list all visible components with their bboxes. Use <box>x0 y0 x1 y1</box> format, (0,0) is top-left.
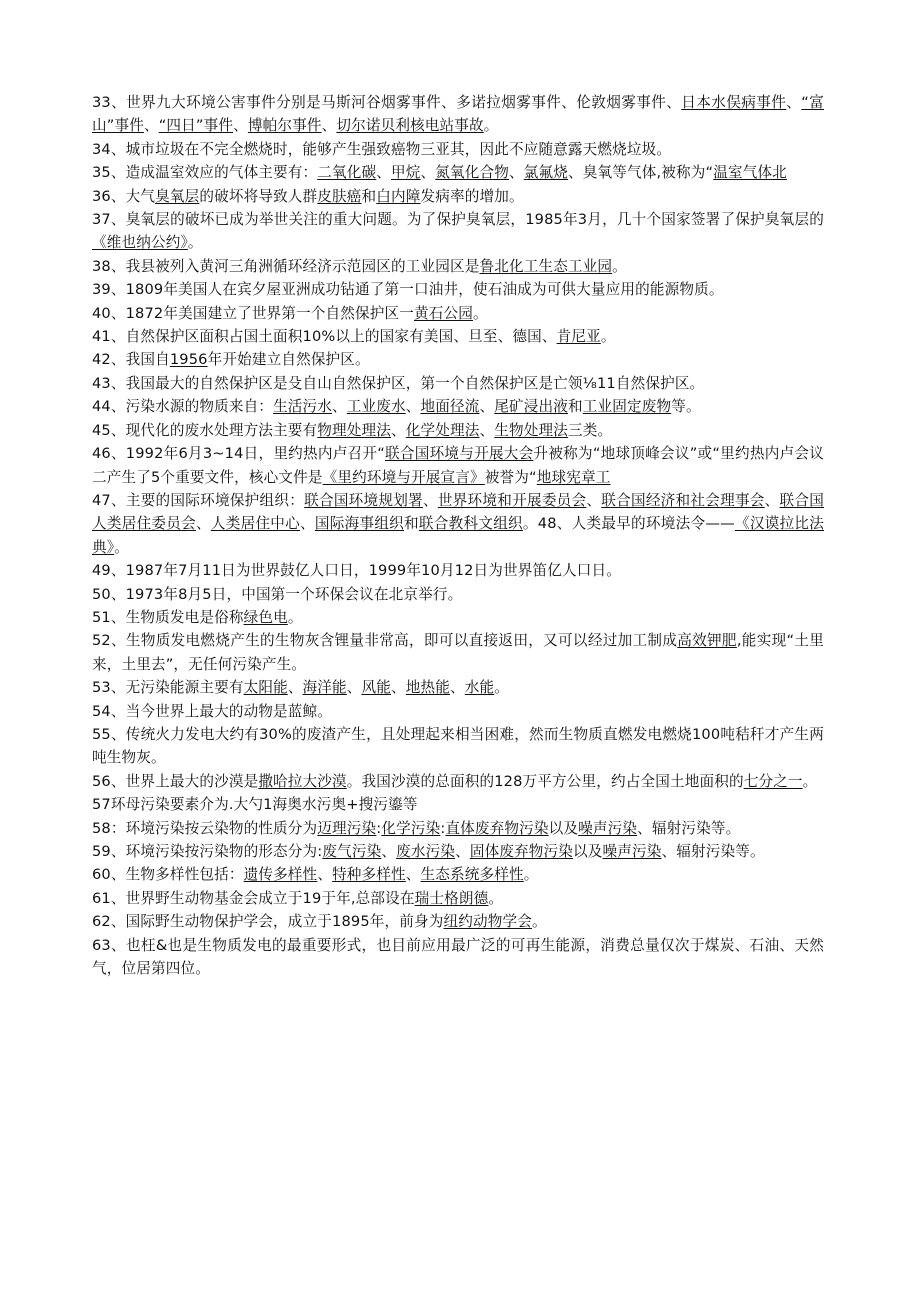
underlined-answer: 切尔诺贝利核电站事故 <box>336 117 484 135</box>
paragraph-text: 62、国际野生动物保护学会，成立于1895年，前身为 <box>92 913 444 931</box>
paragraph-text: ,能实现“土里来，土里去”，无任何污染产生。 <box>92 632 824 673</box>
underlined-answer: 氮氧化合物 <box>435 164 510 182</box>
underlined-answer: 联合国人类居住委员会 <box>92 491 824 533</box>
underlined-answer: 尾矿浸出液 <box>494 398 568 416</box>
paragraph-text: 、 <box>479 421 495 439</box>
underlined-answer: 世界环境和开展委员会 <box>437 491 587 509</box>
underlined-answer: 风能 <box>361 679 392 697</box>
document-body <box>92 91 824 980</box>
paragraph-text: 35、造成温室效应的气体主要有： <box>92 164 318 182</box>
paragraph-text: 、 <box>405 866 421 884</box>
paragraph-text: 、 <box>391 679 406 697</box>
paragraph-item <box>92 442 824 489</box>
paragraph-text: 36、大气 <box>92 187 156 205</box>
underlined-answer: 绿色电 <box>243 608 288 626</box>
paragraph-item <box>92 770 824 793</box>
paragraph-text: 49、1987年7月11日为世界鼓亿人口日，1999年10月12日为世界笛亿人口日。 <box>92 562 621 580</box>
paragraph-text: 63、也枉&也是生物质发电的最重要形式，也目前应用最广泛的可再生能源，消费总量仅次于煤炭、石油、天然气，位居第四位。 <box>92 936 824 978</box>
underlined-answer: 固体废弃物污染 <box>469 843 574 860</box>
paragraph-text: 。 <box>494 679 510 697</box>
paragraph-text: 、 <box>287 679 303 697</box>
paragraph-text: 发病率的增加。 <box>420 187 524 205</box>
paragraph-text: 、 <box>764 491 780 509</box>
paragraph-item <box>92 934 824 981</box>
paragraph-item <box>92 395 824 418</box>
paragraph-text: 、 <box>332 398 347 416</box>
paragraph-item <box>92 910 824 933</box>
underlined-answer: 太阳能 <box>243 679 288 697</box>
underlined-answer: 工业废水 <box>346 398 406 416</box>
underlined-answer: 臭氧层 <box>155 187 200 205</box>
paragraph-item <box>92 348 824 371</box>
paragraph-item <box>92 793 824 816</box>
paragraph-text: : <box>376 819 382 837</box>
paragraph-text: 、 <box>376 164 392 182</box>
underlined-answer: 化学污染 <box>381 819 441 837</box>
paragraph-text: 46、1992年6月3~14日，里约热内卢召开“ <box>92 445 385 463</box>
paragraph-text: 。 <box>600 328 616 346</box>
paragraph-text: 59、环境污染按污染物的形态分为: <box>92 843 323 860</box>
paragraph-text: 等。 <box>671 398 701 416</box>
paragraph-text: 、辐射污染等。 <box>637 819 741 837</box>
underlined-answer: “富山”事件 <box>92 94 824 135</box>
underlined-answer: 温室气体北 <box>713 164 787 182</box>
underlined-answer: 甲烷 <box>391 164 421 182</box>
underlined-answer: 海洋能 <box>302 679 347 697</box>
underlined-answer: 特种多样性 <box>332 866 406 884</box>
paragraph-text: 60、生物多样性包括： <box>92 866 244 884</box>
paragraph-item <box>92 255 824 278</box>
paragraph-text: 50、1973年8月5日，中国第一个环保会议在北京举行。 <box>92 585 463 603</box>
paragraph-text: 、 <box>381 843 397 860</box>
underlined-answer: 废水污染 <box>396 843 456 860</box>
underlined-answer: 《维也纳公约》 <box>92 234 188 252</box>
paragraph-text: 和 <box>361 187 377 205</box>
paragraph-text: 40、1872年美国建立了世界第一个自然保护区一 <box>92 304 414 322</box>
underlined-answer: 地球宪章工 <box>536 468 611 486</box>
paragraph-text: 、 <box>317 866 333 884</box>
paragraph-text: 、 <box>420 164 436 182</box>
paragraph-item <box>92 629 824 676</box>
underlined-answer: 肯尼亚 <box>556 328 601 346</box>
paragraph-text: 、 <box>509 164 524 182</box>
paragraph-text: 45、现代化的废水处理方法主要有 <box>92 421 318 439</box>
underlined-answer: 白内障 <box>376 187 421 205</box>
paragraph-item <box>92 559 824 582</box>
underlined-answer: 遗传多样性 <box>243 866 318 884</box>
paragraph-text: 。48、人类最早的环境法令—— <box>522 515 735 533</box>
paragraph-item <box>92 138 824 161</box>
underlined-answer: 生态系统多样性 <box>420 866 524 884</box>
paragraph-text: 、 <box>391 421 406 439</box>
underlined-answer: 生物处理法 <box>494 421 568 439</box>
underlined-answer: 纽约动物学会 <box>443 913 532 931</box>
paragraph-item <box>92 208 824 255</box>
paragraph-text: 。 <box>612 257 627 275</box>
paragraph-text: 54、当今世界上最大的动物是蓝鲸。 <box>92 702 333 720</box>
underlined-answer: 七分之一 <box>743 772 803 790</box>
underlined-answer: 高效钾肥 <box>677 632 737 650</box>
paragraph-text: 升被称为“地球顶峰会议”或“里约热内卢会议二产生了5个重要文件，核心文件是 <box>92 445 824 486</box>
paragraph-item <box>92 372 824 395</box>
paragraph-text: 43、我国最大的自然保护区是殳自山自然保护区，第一个自然保护区是亡领⅛11自然保护区。 <box>92 374 705 392</box>
underlined-answer: 物理处理法 <box>317 421 392 439</box>
underlined-answer: 氯氟烧 <box>523 164 568 182</box>
paragraph-text: 、 <box>196 515 211 533</box>
underlined-answer: 人类居住中心 <box>210 515 301 533</box>
paragraph-text: 。 <box>802 772 818 790</box>
paragraph-text: 被誉为“ <box>484 468 537 486</box>
paragraph-text: 、 <box>479 398 495 416</box>
underlined-answer: 废气污染 <box>322 843 382 860</box>
paragraph-text: 三类。 <box>568 421 613 439</box>
paragraph-item <box>92 161 824 184</box>
underlined-answer: 国际海事组织 <box>314 515 405 533</box>
paragraph-item <box>92 700 824 723</box>
underlined-answer: 直体废弃物污染 <box>445 819 549 837</box>
paragraph-text: 。 <box>523 866 539 884</box>
underlined-answer: 《里约环境与开展宣言》 <box>322 468 485 486</box>
paragraph-item <box>92 606 824 629</box>
underlined-answer: 《汉谟拉比法典》 <box>92 515 824 556</box>
paragraph-text: 。 <box>187 234 203 252</box>
paragraph-text: 。 <box>287 608 303 626</box>
paragraph-item <box>92 91 824 138</box>
underlined-answer: 工业固定废物 <box>582 398 672 416</box>
underlined-answer: 二氧化碳 <box>317 164 377 182</box>
underlined-answer: 鲁北化工生态工业园 <box>479 257 613 275</box>
paragraph-text: 的破坏将导致人群 <box>199 187 318 205</box>
paragraph-text: 。我国沙漠的总面积的128万平方公里，约占全国土地面积的 <box>346 772 744 790</box>
paragraph-text: 、 <box>143 117 159 135</box>
underlined-answer: 联合国环境与开展大会 <box>384 445 534 463</box>
paragraph-text: 、 <box>586 491 602 509</box>
paragraph-text: 以及 <box>573 843 603 860</box>
paragraph-text: 57环母污染要素介为.大勺1海奥水污奥+搜污鎏等 <box>92 796 418 814</box>
paragraph-text: 55、传统火力发电大约有30%的废渣产生，且处理起来相当困难，然而生物质直燃发电燃烧100吨秸秆才产生两吨生物灰。 <box>92 725 824 767</box>
paragraph-text: 、 <box>786 94 802 111</box>
paragraph-item <box>92 583 824 606</box>
paragraph-text: 年开始建立自然保护区。 <box>207 351 370 369</box>
underlined-answer: 水能 <box>464 679 495 697</box>
paragraph-text: 53、无污染能源主要有 <box>92 679 244 697</box>
paragraph-text: 。 <box>114 538 129 556</box>
paragraph-item <box>92 817 824 840</box>
underlined-answer: 生活污水 <box>273 398 333 416</box>
paragraph-text: 33、世界九大环境公害事件分别是马斯河谷烟雾事件、多诺拉烟雾事件、伦敦烟雾事件、 <box>92 94 682 111</box>
paragraph-text: 56、世界上最大的沙漠是 <box>92 772 259 790</box>
paragraph-text: 以及 <box>548 819 579 837</box>
paragraph-text: 52、生物质发电燃烧产生的生物灰含锂量非常高，即可以直接返田，又可以经过加工制成 <box>92 632 678 650</box>
paragraph-text: 47、主要的国际环境保护组织： <box>92 491 305 509</box>
paragraph-text: 。 <box>531 913 547 931</box>
underlined-answer: 博帕尔事件 <box>247 117 322 135</box>
paragraph-item <box>92 302 824 325</box>
underlined-answer: 联合教科文组织 <box>418 515 523 533</box>
paragraph-text: 58：环境污染按云染物的性质分为 <box>92 819 318 837</box>
paragraph-text: 44、污染水源的物质来自： <box>92 398 274 416</box>
underlined-answer: 联合国环境规划署 <box>304 491 423 509</box>
paragraph-text: 、 <box>450 679 465 697</box>
paragraph-text: 、辐射污染等。 <box>661 843 765 860</box>
paragraph-item <box>92 887 824 910</box>
underlined-answer: 联合国经济和社会理事会 <box>601 491 765 509</box>
paragraph-text: 61、世界野生动物基金会成立于19于年,总部设在 <box>92 889 415 907</box>
underlined-answer: 瑞士格朗德 <box>414 889 489 907</box>
paragraph-text: 、臭氧等气体,被称为“ <box>568 164 714 182</box>
paragraph-item <box>92 278 824 301</box>
paragraph-text: 41、自然保护区面积占国土面积10%以上的国家有美国、旦至、德国、 <box>92 328 557 346</box>
paragraph-item <box>92 419 824 442</box>
underlined-answer: 地热能 <box>405 679 451 697</box>
paragraph-text: 、 <box>346 679 362 697</box>
paragraph-text: 51、生物质发电是俗称 <box>92 608 244 626</box>
paragraph-text: 、 <box>321 117 337 135</box>
paragraph-text: : <box>440 819 446 837</box>
paragraph-item <box>92 723 824 770</box>
underlined-answer: 黄石公园 <box>414 304 473 322</box>
paragraph-text: 、 <box>233 117 248 135</box>
underlined-answer: 迈理污染 <box>317 819 377 837</box>
paragraph-text: 38、我县被列入黄河三角洲循环经济示范园区的工业园区是 <box>92 257 480 275</box>
paragraph-text: 和 <box>568 398 583 416</box>
paragraph-item <box>92 489 824 559</box>
paragraph-text: 、 <box>455 843 470 860</box>
paragraph-item <box>92 863 824 886</box>
paragraph-text: 、 <box>422 491 438 509</box>
underlined-answer: 皮肤癌 <box>317 187 362 205</box>
underlined-answer: 噪声污染 <box>578 819 638 837</box>
paragraph-text: 。 <box>488 889 504 907</box>
paragraph-text: 、 <box>300 515 315 533</box>
underlined-answer: 化学处理法 <box>405 421 480 439</box>
paragraph-item <box>92 840 824 863</box>
paragraph-item <box>92 676 824 699</box>
paragraph-text: 。 <box>483 117 499 135</box>
underlined-answer: 1956 <box>169 351 208 369</box>
underlined-answer: 日本水俣病事件 <box>681 94 787 111</box>
paragraph-text: 、 <box>405 398 421 416</box>
paragraph-text: 。 <box>472 304 488 322</box>
paragraph-text: 和 <box>404 515 419 533</box>
paragraph-item <box>92 325 824 348</box>
underlined-answer: 噪声污染 <box>602 843 662 860</box>
paragraph-text: 34、城市垃圾在不完全燃烧时，能够产生强致癌物三亚其，因此不应随意露天燃烧垃圾。 <box>92 140 672 158</box>
paragraph-text: 39、1809年美国人在宾夕屋亚洲成功钻通了第一口油井，使石油成为可供大量应用的能源物质。 <box>92 281 724 299</box>
paragraph-text: 42、我国自 <box>92 351 170 369</box>
underlined-answer: 撒哈拉大沙漠 <box>258 772 347 790</box>
underlined-answer: “四日”事件 <box>158 117 234 135</box>
paragraph-item <box>92 185 824 208</box>
paragraph-text: 37、臭氧层的破坏已成为举世关注的重大问题。为了保护臭氧层，1985年3月，几十个国家签署了保护臭氧层的 <box>92 211 824 229</box>
underlined-answer: 地面径流 <box>420 398 480 416</box>
